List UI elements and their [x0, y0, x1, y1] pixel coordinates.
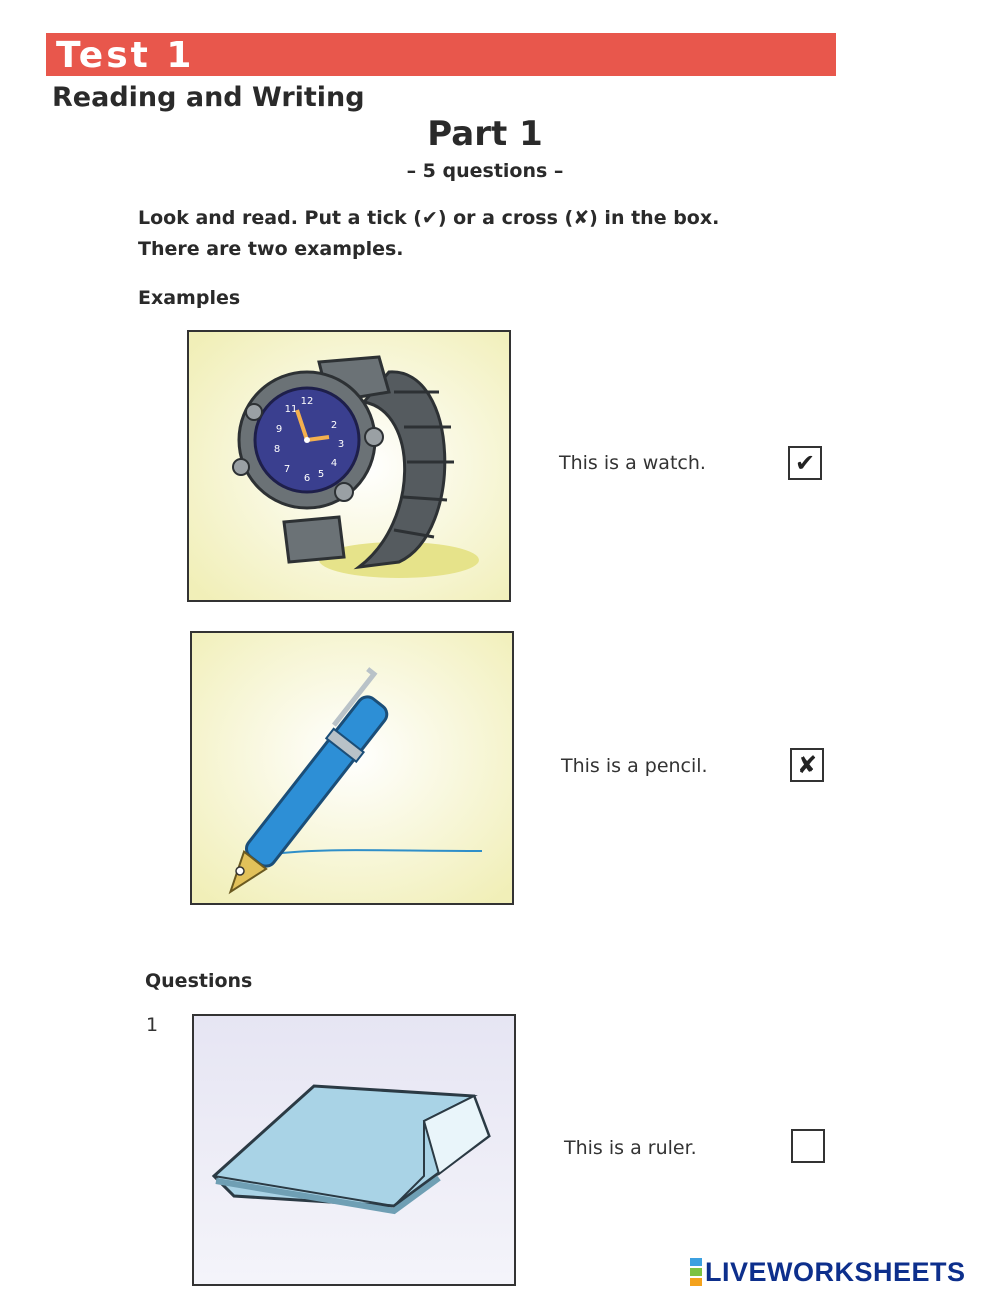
svg-text:7: 7	[283, 464, 291, 475]
questions-heading: Questions	[145, 970, 253, 992]
svg-text:6: 6	[303, 473, 311, 484]
watch-icon	[189, 332, 509, 600]
liveworksheets-brand	[690, 1256, 966, 1288]
example-2-sentence: This is a pencil.	[561, 755, 708, 777]
question-1-sentence: This is a ruler.	[564, 1137, 697, 1159]
part-question-count: – 5 questions –	[406, 160, 564, 182]
example-2-answer-box: ✘	[790, 748, 824, 782]
svg-text:3: 3	[337, 439, 345, 450]
svg-text:12: 12	[300, 396, 314, 407]
svg-text:4: 4	[330, 458, 338, 469]
liveworksheets-logo-icon	[690, 1257, 702, 1287]
pen-icon	[192, 633, 512, 903]
instruction-line-2: There are two examples.	[138, 238, 404, 260]
watch-picture	[187, 330, 511, 602]
part-title: Part 1	[427, 114, 543, 154]
example-1-answer-box: ✔	[788, 446, 822, 480]
question-1-answer-box[interactable]	[791, 1129, 825, 1163]
example-1-sentence: This is a watch.	[559, 452, 706, 474]
svg-text:11: 11	[284, 404, 298, 415]
eraser-icon	[194, 1016, 514, 1284]
pen-picture	[190, 631, 514, 905]
svg-text:8: 8	[273, 444, 281, 455]
svg-text:9: 9	[275, 424, 283, 435]
question-1-number: 1	[146, 1014, 159, 1036]
instruction-line-1: Look and read. Put a tick (✔) or a cross (✘) in the box.	[138, 207, 720, 229]
svg-text:5: 5	[317, 469, 325, 480]
svg-text:2: 2	[330, 420, 338, 431]
eraser-picture	[192, 1014, 516, 1286]
brand-name: LIVEWORKSHEETS	[705, 1256, 966, 1287]
test-title: Test 1	[56, 35, 195, 76]
section-subtitle: Reading and Writing	[52, 82, 365, 113]
examples-heading: Examples	[138, 287, 241, 309]
